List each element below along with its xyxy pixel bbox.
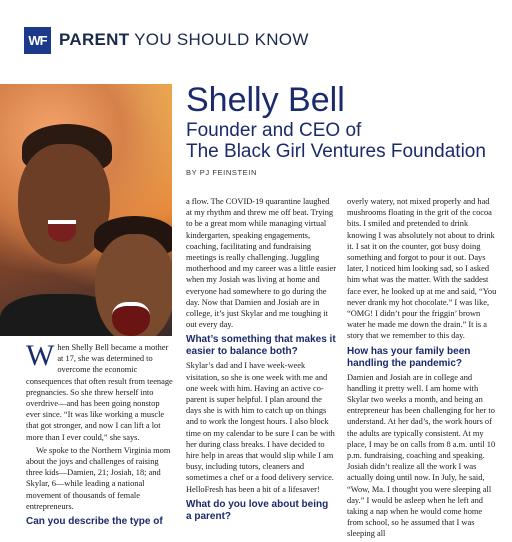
page-header [24,24,309,56]
byline: BY PJ FEINSTEIN [186,168,257,177]
question-heading: What do you love about being a parent? [186,498,329,522]
question-heading: Can you describe the type of [26,516,163,528]
portrait-photo [0,84,172,336]
article-title: Shelly Bell [186,81,345,119]
intro-paragraph: When Shelly Bell became a mother at 17, she was determined to overcome the economic consequences that often result from teenage pregnancies. So she threw herself into overdrive—and has been going nonstop ever since. “It was like working a muscle that got stronger, and now I can lift a lot more than I ever could,” she says. [26,339,173,442]
section-title-rest: YOU SHOULD KNOW [129,30,309,49]
question-heading: How has your family been handling the pandemic? [347,345,471,369]
magazine-logo: WF [24,27,51,54]
column-2 [186,196,336,525]
column-3 [347,196,499,542]
question-heading: What’s something that makes it easier to balance both? [186,334,336,358]
subtitle-line-2: The Black Girl Ventures Foundation [186,141,486,162]
paragraph: overly watery, not mixed properly and had mushrooms floating in the grit of the cocoa bits. I smiled and pretended to drink knowing I was absolutely not about to drink it. I sat it on the counter, got busy doing something and forgot to pour it out. Days later, I noticed him looking sad, so I asked him what was the matter. With the saddest face ever, he looked up at me and said, “You never drank my hot chocolate.” I was like, “OMG! I didn’t pour the friggin’ brown water he made me down the drain.” It is a story that we remember to this day. [347,197,497,341]
paragraph: Damien and Josiah are in college and handling it pretty well. I am home with Skylar two weeks a month, and being an entrepreneur has been challenging for her to understand. At her dad’s, the work hours of the adults are typically consistent. At my place, I may be on calls from 8 a.m. until 10 p.m. fundraising, coaching and speaking. Josiah didn’t realize all the work I was actually doing until now. In July, he said, “Wow, Ma. I thought you were sleeping all day.” I would be asleep when he left and taking a nap when he would come home from school, so he assumed that I was sleeping all [347,372,496,539]
paragraph: Skylar’s dad and I have week-week visitation, so she is one week with me and one week with him. Having an active co-parent is super helpful. I plan around the days she is with him to catch up on things and to work the longest hours. I also block time on my calendar to be sure I can be with her during class breaks. I have decided to hire help in areas that would slip while I am busy, including tutors, cleaners and sometimes a chef or a food delivery service. HelloFresh has been a bit of a lifesaver! [186,361,335,494]
article-subtitle [186,120,486,162]
drop-cap: W [26,339,55,372]
subtitle-line-1: Founder and CEO of [186,120,362,141]
section-title-bold: PARENT [59,30,130,49]
column-1 [26,339,174,530]
section-title [59,30,309,50]
paragraph: We spoke to the Northern Virginia mom about the joys and challenges of raising three kids—Damien, 21; Josiah, 18; and Skylar, 6—while leading a national movement of thousands of female entrepreneurs. [26,445,171,511]
paragraph: a flow. The COVID-19 quarantine laughed at my rhythm and threw me off beat. Trying to be a great mom while managing virtual kindergarten, speaking engagements, coaching, facilitating and fundraising meetings is really challenging. Juggling motherhood and my career was a little easier when my Josiah was living at home and everyone had somewhere to go during the day. Now that Damien and Josiah are in college, it’s just Skylar and me toughing it out every day. [186,197,336,330]
